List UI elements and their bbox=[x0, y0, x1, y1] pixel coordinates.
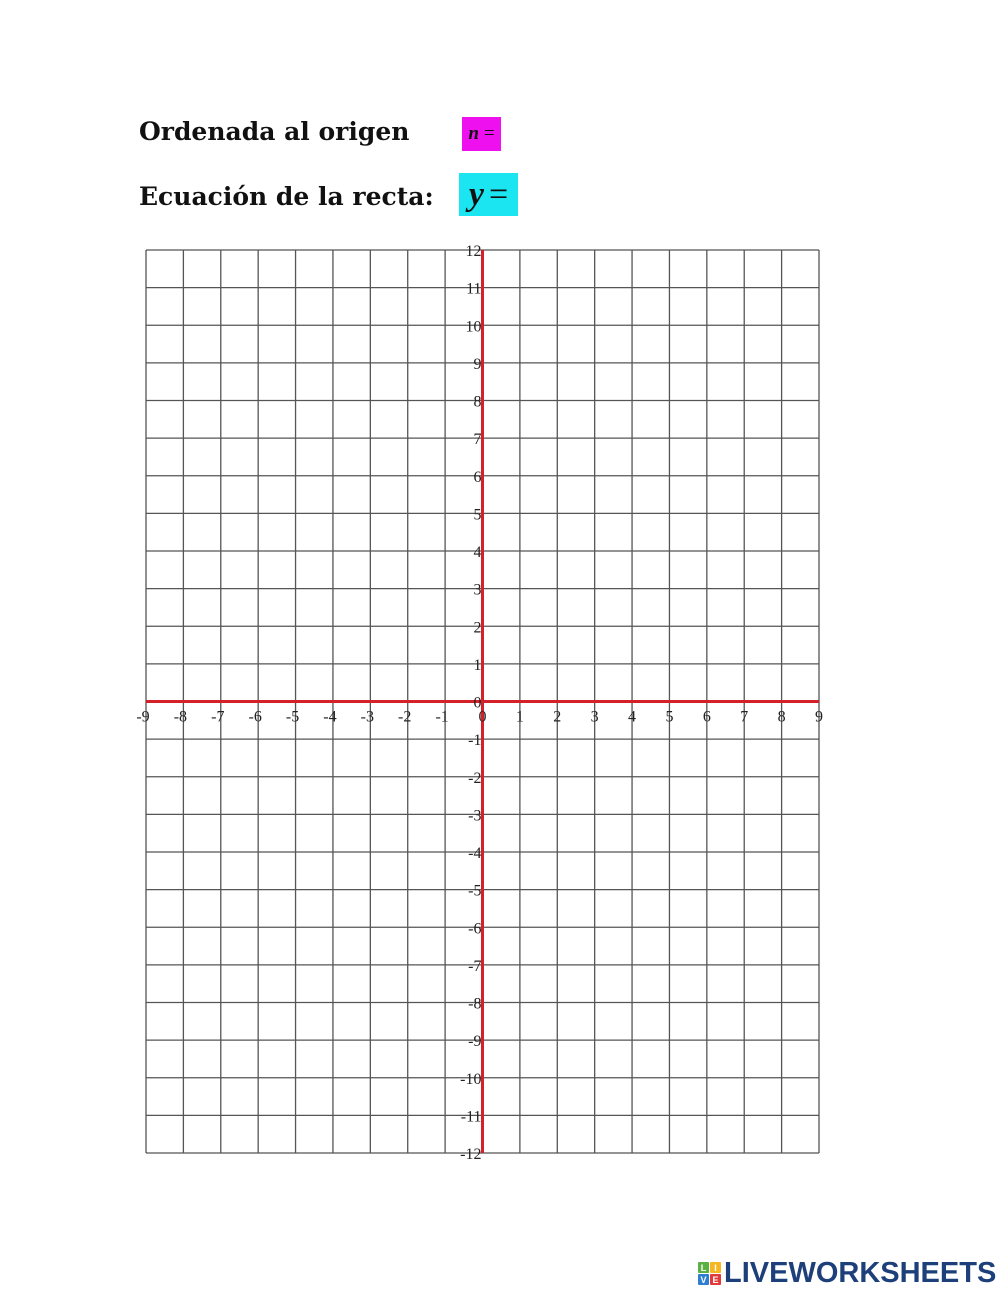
intercept-equals: = bbox=[483, 123, 495, 144]
y-tick-label: 12 bbox=[465, 243, 482, 260]
y-tick-label: -10 bbox=[460, 1070, 482, 1088]
x-tick-label: 3 bbox=[590, 708, 599, 726]
y-tick-label: -5 bbox=[468, 882, 482, 900]
x-tick-label: -3 bbox=[360, 708, 374, 726]
x-tick-label: 4 bbox=[628, 708, 637, 726]
intercept-variable: n bbox=[468, 123, 479, 144]
y-tick-label: -3 bbox=[468, 807, 482, 825]
y-tick-label: -8 bbox=[468, 995, 482, 1013]
y-tick-label: 9 bbox=[473, 355, 482, 373]
x-tick-label: 5 bbox=[665, 708, 674, 726]
y-tick-label: 3 bbox=[473, 581, 482, 599]
y-tick-label: 4 bbox=[473, 544, 482, 561]
liveworksheets-logo bbox=[698, 1257, 996, 1290]
y-tick-label: -2 bbox=[468, 769, 482, 787]
y-tick-label: 5 bbox=[473, 506, 482, 524]
x-tick-label: -8 bbox=[173, 708, 188, 726]
y-tick-label: -11 bbox=[460, 1108, 482, 1126]
y-tick-label: -12 bbox=[460, 1146, 482, 1163]
x-tick-label: 7 bbox=[740, 708, 749, 726]
y-tick-label: -4 bbox=[468, 845, 482, 862]
x-tick-label: -7 bbox=[211, 708, 225, 726]
x-tick-label: -2 bbox=[398, 708, 412, 726]
y-tick-label: 8 bbox=[473, 393, 482, 411]
x-tick-label: -4 bbox=[323, 708, 337, 726]
logo-letter-v: V bbox=[698, 1274, 709, 1285]
live-logo-icon bbox=[698, 1262, 721, 1285]
x-tick-label: -9 bbox=[136, 708, 150, 726]
x-tick-label: -5 bbox=[285, 708, 300, 726]
y-tick-label: 2 bbox=[473, 619, 482, 637]
x-tick-label: 2 bbox=[553, 708, 562, 726]
y-tick-label: 11 bbox=[466, 280, 482, 298]
y-tick-label: 7 bbox=[473, 431, 482, 449]
equation-equals: = bbox=[488, 175, 509, 213]
y-tick-label: -6 bbox=[468, 920, 482, 938]
y-tick-label: 1 bbox=[473, 656, 482, 674]
logo-text: LIVEWORKSHEETS bbox=[724, 1257, 997, 1289]
x-tick-label: 8 bbox=[777, 708, 786, 726]
y-tick-label: -7 bbox=[468, 957, 482, 975]
heading-intercept: Ordenada al origen bbox=[139, 117, 410, 146]
x-tick-label: -1 bbox=[435, 708, 449, 726]
y-tick-label: 0 bbox=[473, 694, 482, 712]
heading-equation: Ecuación de la recta: bbox=[139, 182, 434, 211]
x-tick-label: 9 bbox=[815, 708, 823, 726]
y-tick-label: 10 bbox=[465, 318, 482, 336]
x-tick-label: 6 bbox=[702, 708, 711, 726]
y-tick-label: -1 bbox=[468, 732, 482, 750]
equation-variable: y bbox=[468, 175, 484, 213]
logo-letter-l: L bbox=[698, 1262, 709, 1273]
logo-letter-e: E bbox=[710, 1274, 721, 1285]
y-tick-label: 6 bbox=[473, 468, 482, 486]
logo-letter-i: I bbox=[710, 1262, 721, 1273]
x-tick-label: 1 bbox=[515, 708, 524, 726]
x-tick-label: 0 bbox=[478, 708, 487, 726]
x-tick-label: -6 bbox=[248, 708, 262, 726]
y-tick-label: -9 bbox=[468, 1033, 482, 1051]
